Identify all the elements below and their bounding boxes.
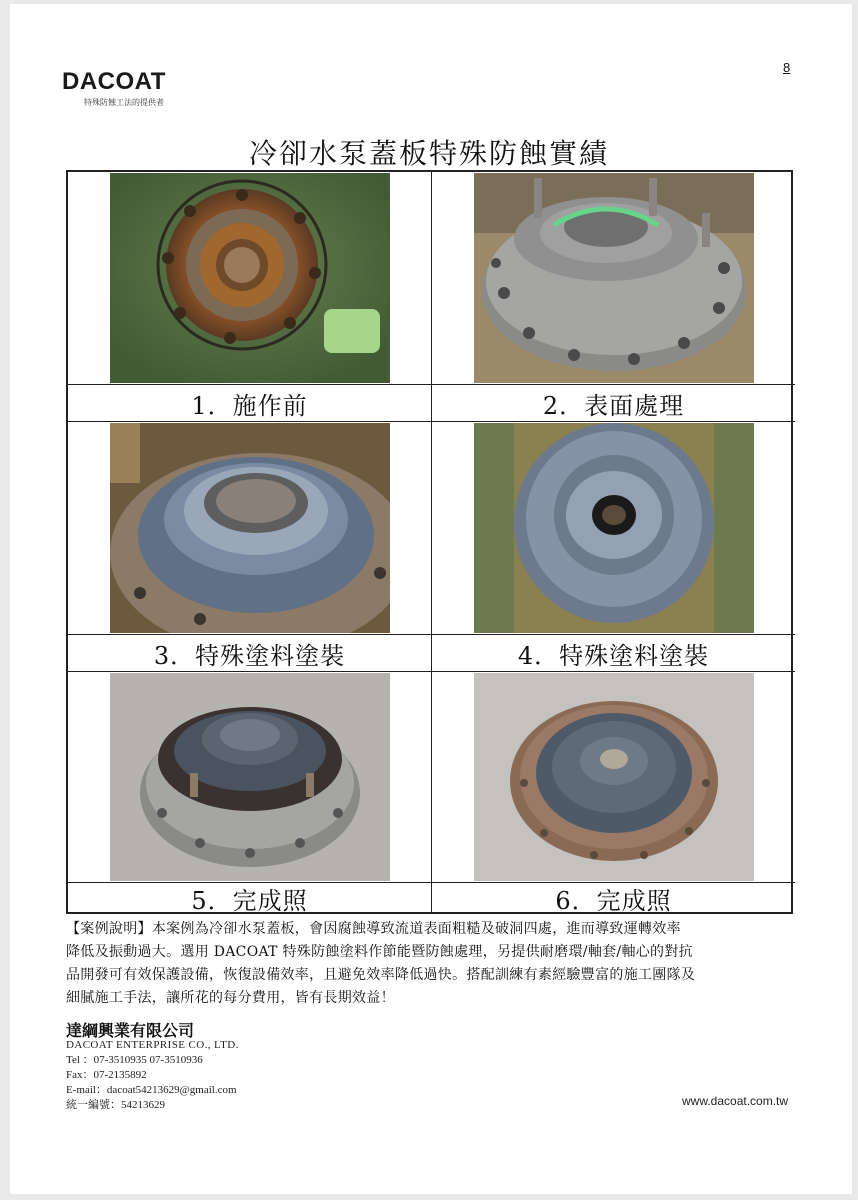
photo-surface-treatment — [474, 173, 754, 383]
description-line-4: 細膩施工手法，讓所花的每分費用，皆有長期效益！ — [66, 990, 395, 1006]
logo-tagline: 特殊防蝕工法的提供者 — [84, 98, 164, 107]
company-logo — [62, 70, 166, 108]
logo-brand: DACOAT — [62, 68, 166, 95]
photo-cell-2 — [432, 172, 795, 384]
photo-caption-4: 4．特殊塗料塗裝 — [432, 634, 795, 672]
photo-cell-6 — [432, 672, 795, 882]
description-line-1: 【案例說明】本案例為冷卻水泵蓋板，會因腐蝕導致流道表面粗糙及破洞四處，進而導致運轉效率 — [66, 921, 681, 937]
description-line-3: 品開發可有效保護設備，恢復設備效率，且避免效率降低過快。搭配訓練有素經驗豐富的施工團隊及 — [66, 967, 696, 983]
photo-caption-5: 5．完成照 — [68, 882, 431, 914]
case-description — [66, 918, 796, 1010]
photo-caption-1: 1．施作前 — [68, 384, 431, 422]
photo-caption-3: 3．特殊塗料塗裝 — [68, 634, 431, 672]
photo-caption-2: 2．表面處理 — [432, 384, 795, 422]
photo-cell-1 — [68, 172, 431, 384]
photo-completed-1 — [110, 673, 390, 881]
fax: Fax：07-2135892 — [66, 1069, 147, 1081]
photo-cell-4 — [432, 422, 795, 634]
email: E-mail：dacoat54213629@gmail.com — [66, 1084, 237, 1096]
page-number: 8 — [783, 60, 791, 75]
photo-special-coating-2 — [474, 423, 754, 633]
company-name-en: DACOAT ENTERPRISE CO., LTD. — [66, 1039, 239, 1051]
telephone: Tel ：07-3510935 07-3510936 — [66, 1054, 203, 1066]
photo-cell-3 — [68, 422, 431, 634]
company-name-zh: 達綱興業有限公司 — [66, 1023, 195, 1040]
photo-completed-2 — [474, 673, 754, 881]
photo-grid — [66, 170, 793, 914]
photo-caption-6: 6．完成照 — [432, 882, 795, 914]
page-title: 冷卻水泵蓋板特殊防蝕實績 — [248, 137, 609, 170]
photo-before-treatment — [110, 173, 390, 383]
description-line-2: 降低及振動過大。選用 DACOAT 特殊防蝕塗料作節能暨防蝕處理，另提供耐磨環/軸套/軸心的對抗 — [66, 944, 693, 960]
photo-special-coating-1 — [110, 423, 390, 633]
contact-block — [66, 1038, 239, 1113]
tax-id: 統一編號：54213629 — [66, 1099, 165, 1111]
website-url: www.dacoat.com.tw — [682, 1094, 789, 1108]
photo-cell-5 — [68, 672, 431, 882]
